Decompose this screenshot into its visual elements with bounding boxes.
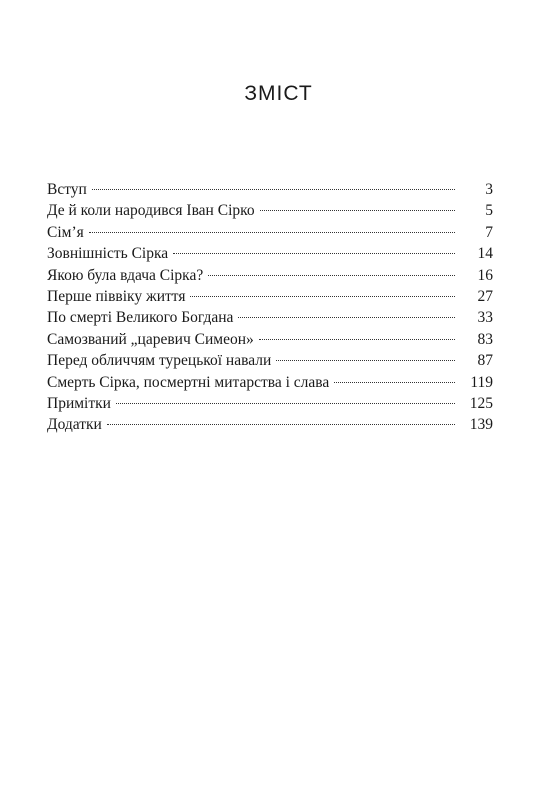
toc-entry — [47, 372, 493, 393]
dot-leader — [276, 360, 455, 361]
toc-entry — [47, 286, 493, 307]
toc-entry-page: 16 — [477, 266, 493, 284]
dot-leader — [89, 232, 455, 233]
toc-entry — [47, 200, 493, 221]
dot-leader — [173, 253, 455, 254]
toc-entry-title: Додатки — [47, 416, 102, 434]
toc-entry-title: По смерті Великого Богдана — [47, 309, 234, 327]
toc-entry-page: 33 — [477, 309, 493, 327]
dot-leader — [208, 275, 455, 276]
toc-entry-page: 27 — [477, 287, 493, 305]
dot-leader — [260, 210, 455, 211]
toc-entry-page: 125 — [469, 394, 493, 412]
toc-entry — [47, 393, 493, 414]
dot-leader — [107, 424, 455, 425]
toc-entry — [47, 307, 493, 328]
dot-leader — [238, 317, 455, 318]
toc-entry-page: 83 — [477, 330, 493, 348]
toc-entry — [47, 179, 493, 200]
toc-entry-title: Примітки — [47, 394, 111, 412]
dot-leader — [334, 382, 455, 383]
toc-entry-title: Самозваний „царевич Симеон» — [47, 330, 254, 348]
toc-entry — [47, 243, 493, 264]
toc-entry — [47, 222, 493, 243]
toc-entry-title: Зовнішність Сірка — [47, 245, 169, 263]
page-title: ЗМІСТ — [244, 82, 313, 105]
dot-leader — [259, 339, 455, 340]
dot-leader — [116, 403, 455, 404]
toc-entry-title: Сім’я — [47, 223, 84, 241]
toc-entry-page: 3 — [485, 181, 493, 198]
toc-entry-title: Смерть Сірка, посмертні митарства і слава — [47, 373, 330, 391]
toc-entry-title: Вступ — [47, 181, 87, 198]
toc-entry — [47, 329, 493, 350]
toc-entry-title: Якою була вдача Сірка? — [47, 266, 204, 284]
toc-entry-page: 5 — [485, 202, 493, 220]
dot-leader — [92, 189, 455, 190]
toc-entry-page: 14 — [477, 245, 493, 263]
toc-entry-title: Перед обличчям турецької навали — [47, 352, 272, 370]
toc-entry-page: 7 — [485, 223, 493, 241]
toc-entry — [47, 265, 493, 286]
toc-entry-page: 87 — [477, 352, 493, 370]
toc-entry-title: Перше піввіку життя — [47, 287, 186, 305]
table-of-contents — [47, 179, 493, 436]
toc-entry-page: 119 — [470, 373, 493, 391]
toc-entry-page: 139 — [469, 416, 493, 434]
toc-entry — [47, 414, 493, 435]
toc-entry — [47, 350, 493, 371]
dot-leader — [190, 296, 455, 297]
toc-entry-title: Де й коли народився Іван Сірко — [47, 202, 255, 220]
